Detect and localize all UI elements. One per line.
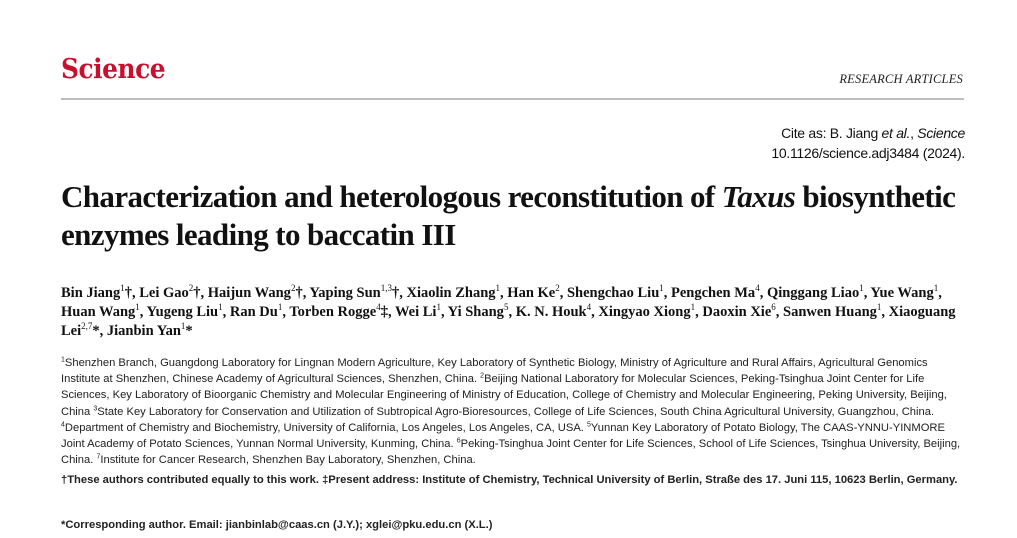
author-name: Xiaoguang Lei [61,304,956,339]
author [395,304,441,320]
author-name: Pengchen Ma [671,285,756,301]
author-affiliation-mark: 1 [495,283,501,294]
author-name: Torben Rogge [289,304,377,320]
author-name: Sanwen Huang [783,304,877,320]
citation-journal: Science [917,125,965,141]
author-affiliation-mark: 1 [859,283,864,294]
title-part-1: Characterization and heterologous reconstitution of [61,179,722,214]
author-affiliation-mark: 1 [659,283,664,294]
author [671,285,760,301]
affiliation-text: Institute for Cancer Research, Shenzhen Bay Laboratory, Shenzhen, China. [100,454,476,467]
author-name: Yi Shang [447,304,504,320]
author-affiliation-mark: 1 [135,302,140,313]
title-italic: Taxus [721,179,796,214]
citation-etal: et al. [881,125,911,141]
author-affiliation-mark: 4 [376,302,381,313]
author-name: Yue Wang [870,285,934,301]
author [448,304,509,320]
author-name: Xiaolin Zhang [406,285,496,301]
author-affiliation-mark: 1 [436,302,441,313]
author-affiliation-mark: 4 [586,302,592,313]
author-note-mark: ‡ [380,304,388,320]
author [289,304,388,320]
author-affiliation-mark: 2 [188,283,194,294]
corresponding-author: *Corresponding author. Email: jianbinlab@caas.cn (J.Y.); xglei@pku.edu.cn (X.L.) [61,519,493,531]
author-name: Daoxin Xie [702,304,772,320]
author-name: Yugeng Liu [146,304,219,320]
author-note-mark: † [193,285,201,301]
author-list: Bin Jiang$^1$†, Lei Gao$^2$†, Haijun Wang$^2$†, Yaping Sun$^{1,3}$†, Xiaolin Zhang$^1$, Han Ke$^2$, Shengchao Liu$^1$, Pengchen Ma$^4$, Qinggang Liao$^1$, Yue Wang$^1$, Huan Wang$^1$, Yugeng Liu$^1$, Ran Du$^1$, Torben Rogge$^4$‡, Wei Li$^1$, Yi Shang$^5$, K. N. Houk$^4$, Xingyao Xiong$^1$, Daoxin Xie$^6$, Sanwen Huang$^1$, Xiaoguang Lei$^{2,7}$*, Jianbin Yan$^1$* [61,283,956,339]
author [147,304,223,320]
author [870,285,938,301]
author-name: Xingyao Xiong [598,304,691,320]
author [702,304,775,320]
title-part-2: biosynthetic enzymes leading to baccatin III [61,179,956,252]
affiliation-text: Beijing National Laboratory for Molecular Sciences, Peking-Tsinghua Joint Center for Life Sciences, Key Laboratory of Bioorganic Chemistry and Molecular Engineering of Ministry of Education, College of Chemistry and Molecular Engineering, Peking University, Beijing, China [61,373,947,418]
section-label: RESEARCH ARTICLES [839,72,963,86]
affiliation-text: Shenzhen Branch, Guangdong Laboratory for Lingnan Modern Agriculture, Key Laboratory of Synthetic Biology, Ministry of Agriculture and Rural Affairs, Agricultural Genomics Institute at Shenzhen, Chinese Academy of Agricultural Sciences, Shenzhen, China. [61,357,928,386]
author [783,304,881,320]
author-name: Wei Li [394,304,437,320]
affiliation-number: 6 [456,437,461,445]
author [208,285,303,301]
citation-sep: , [910,125,918,141]
affiliation-text: State Key Laboratory for Conservation and Utilization of Subtropical Agro-Bioresources, College of Life Sciences, South China Agricultural University, Guangzhou, China. [97,405,935,418]
author [407,285,501,301]
author [230,304,282,320]
citation-prefix: Cite as: B. Jiang [781,125,882,141]
author-name: Ran Du [229,304,278,320]
author-affiliation-mark: 1 [218,302,223,313]
author-name: Haijun Wang [207,285,291,301]
author-affiliation-mark: 6 [771,302,776,313]
author-name: K. N. Houk [515,304,587,320]
author-name: Han Ke [507,285,556,301]
author-affiliation-mark: 5 [503,302,509,313]
author [139,285,200,301]
affiliation-text: Peking-Tsinghua Joint Center for Life Sciences, School of Life Sciences, Tsinghua University, Beijing, China. [61,438,961,467]
affiliation-number: 7 [96,453,101,461]
header-rule [61,98,964,100]
journal-logo: Science [61,54,166,85]
affiliation-number: 5 [587,421,591,429]
author-note-mark: † [392,285,400,301]
author-note-mark: † [124,285,132,301]
author [567,285,664,301]
author-note-mark: * [185,323,193,339]
author-name: Huan Wang [61,304,136,320]
author-name: Yaping Sun [309,285,381,301]
author-affiliation-mark: 1 [876,302,882,313]
author-affiliation-mark: 1 [933,283,939,294]
affiliation-number: 1 [61,356,65,364]
author-name: Bin Jiang [61,285,121,301]
citation-doi[interactable]: 10.1126/science.adj3484 (2024). [771,145,965,161]
author-affiliation-mark: 1,3 [380,283,392,294]
citation-block [771,123,965,163]
author-affiliation-mark: 2,7 [81,321,93,332]
affiliation-number: 2 [480,372,485,380]
author [309,285,399,301]
author-name: Lei Gao [139,285,189,301]
citation-line [771,123,965,143]
author [598,304,695,320]
author-affiliation-mark: 2 [290,283,296,294]
author [516,304,591,320]
author-note-mark: * [92,323,100,339]
author-affiliation-mark: 1 [120,283,125,294]
article-title [61,178,971,254]
author [767,285,864,301]
author-name: Jianbin Yan [106,323,181,339]
author [61,285,132,301]
author-note-mark: † [295,285,303,301]
affiliation-text: Department of Chemistry and Biochemistry, University of California, Los Angeles, Los Angeles, CA, USA. [64,421,588,434]
author-affiliation-mark: 4 [755,283,760,294]
affiliation-number: 4 [61,421,65,429]
author-affiliation-mark: 1 [690,302,696,313]
affiliation-text: Yunnan Key Laboratory of Potato Biology, The CAAS-YNNU-YINMORE Joint Academy of Potato Sciences, Yunnan Normal University, Kunming, China. [61,421,945,451]
author-affiliation-mark: 1 [277,302,283,313]
author [107,323,193,339]
author-affiliation-mark: 1 [180,321,186,332]
author-affiliation-mark: 2 [555,283,560,294]
affiliation-number: 3 [93,404,98,412]
author [507,285,559,301]
footnote-equal-contribution: †These authors contributed equally to this work. ‡Present address: Institute of Chemistry, Technical University of Berlin, Straße des 17. Juni 115, 10623 Berlin, Germany. [61,474,958,486]
affiliations [61,355,966,468]
author-name: Shengchao Liu [566,285,660,301]
author-name: Qinggang Liao [766,285,860,301]
author [61,304,140,320]
